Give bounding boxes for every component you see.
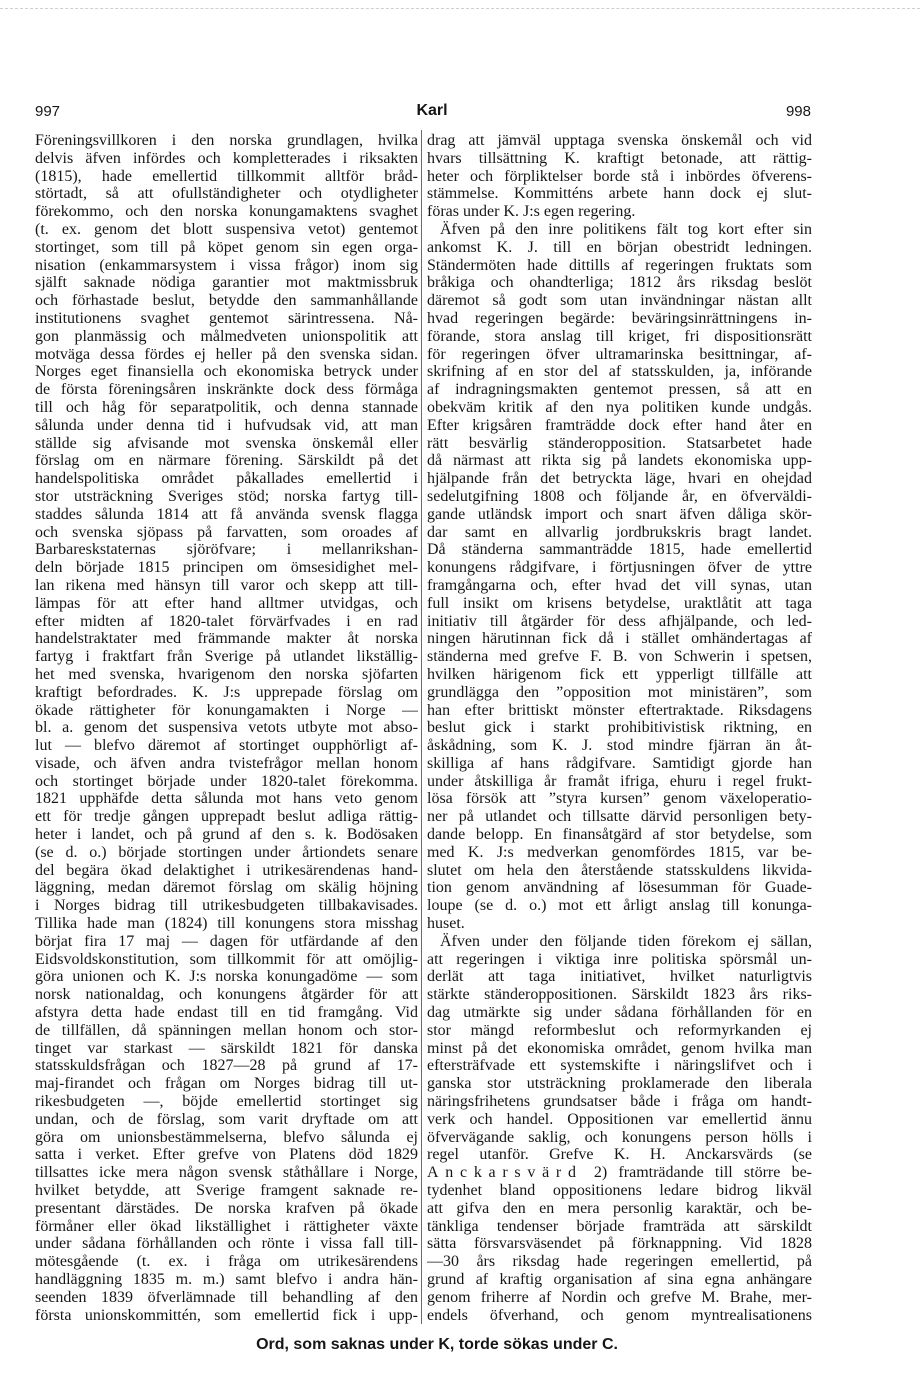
- text-line: och förhastade beslut, betydde den sammanhållande: [35, 292, 418, 310]
- text-line: Föreningsvillkoren i den norska grundlagen, hvilka: [35, 132, 418, 149]
- text-line: grund af kraftig organisation af sina egna anhängare: [427, 1271, 812, 1288]
- text-line: presentant därstädes. De norska krafven på ökade: [35, 1199, 418, 1217]
- text-line: Norges eget finansiella och ekonomiska betryck under: [35, 363, 418, 381]
- text-line: afstyra detta hade endast till en tid framgång. Vid: [35, 1004, 418, 1022]
- text-line: mötesgående (t. ex. i fråga om utrikesärendens: [35, 1253, 418, 1271]
- text-line: ganska stor utsträckning proklamerade den liberala: [427, 1075, 812, 1093]
- text-line: tinget var starkast — särskildt 1821 för danska: [35, 1039, 418, 1057]
- line-text: 2) framträdande till större be-: [582, 1164, 812, 1182]
- page-number-right: 998: [785, 103, 811, 120]
- text-line: norsk nationaldag, och konungens åtgärder för att: [35, 986, 418, 1004]
- text-line: däremot så godt som utan invändningar nästan allt: [427, 292, 812, 310]
- text-line: dande belopp. En finansåtgärd af stor betydelse, som: [427, 826, 812, 844]
- text-line: åskådning, som K. J. stod mindre fjärran än åt-: [427, 737, 812, 755]
- text-line: göra om unionsbestämmelserna, blefvo sålunda ej: [35, 1128, 418, 1146]
- text-line: hvilken härigenom fick ett ypperligt tillfälle att: [427, 665, 812, 683]
- text-line: efter midten af 1820-talet förvärfvades i en rad: [35, 612, 418, 630]
- text-line: regel utanför. Grefve K. H. Anckarsvärds (se: [427, 1146, 812, 1164]
- text-line: under åtskilliga år framåt ifriga, ehuru i regel frukt-: [427, 772, 812, 790]
- text-line: förekommo, och den norska konungamaktens svaghet: [35, 203, 418, 221]
- text-line: kraftigt befordrades. K. J:s upprepade förslag om: [35, 683, 418, 701]
- text-line: [427, 1164, 812, 1182]
- text-line: störtadt, så att ofullständigheter och otydligheter: [35, 185, 418, 203]
- text-line: Efter krigsåren framträdde dock efter hand åter en: [427, 416, 812, 434]
- text-line: ständerna med grefve F. B. von Schwerin i spetsen,: [427, 648, 812, 666]
- text-line: del begära ökad delaktighet i utrikesärendenas hand-: [35, 861, 418, 879]
- text-line: han efter brittiskt mönster eftertraktade. Riksdagens: [427, 701, 812, 719]
- right-column: [427, 132, 812, 1324]
- text-line: de första föreningsåren inskränkte dock dess förmåga: [35, 381, 418, 399]
- text-line: tydenhet bland oppositionens ledare bidrog likväl: [427, 1182, 812, 1200]
- text-line: tion genom användning af lösesumman för Guade-: [427, 879, 812, 897]
- text-line: då närmast att rikta sig på landets ekonomiska upp-: [427, 452, 812, 470]
- text-line: sålunda under denna tid i hufvudsak vid, att man: [35, 416, 418, 434]
- text-line: Ständermöten hade dittills af regeringen fruktats som: [427, 256, 812, 274]
- page-number-left: 997: [35, 103, 61, 120]
- text-line: stortinget, som till på köpet genom sin egen orga-: [35, 238, 418, 256]
- text-line: drag att jämväl upptaga svenska önskemål och vid: [427, 132, 812, 149]
- text-line: föras under K. J:s egen regering.: [427, 203, 636, 221]
- text-line: lämpas för att efter hand alltmer utvidgas, och: [35, 594, 418, 612]
- text-line: gande utländsk import och snart äfven dåliga skör-: [427, 505, 812, 523]
- text-line: under sådana förhållanden och rönte i vissa fall till-: [35, 1235, 418, 1253]
- text-line: Då ständerna sammanträdde 1815, hade emellertid: [427, 541, 812, 559]
- text-line: ett för tredje gången upprepadt beslut adliga rättig-: [35, 808, 418, 826]
- text-line: börjat fira 17 maj — dagen för utfärdande af den: [35, 932, 418, 950]
- text-line: eftersträfvade ett systemskifte i näringslifvet och i: [427, 1057, 812, 1075]
- text-line: initiativ till åtgärder för dess afhjälpande, och led-: [427, 612, 812, 630]
- text-line: grundlägga den ”opposition mot ministären”, som: [427, 683, 812, 701]
- text-line: af indragningsmakten gentemot pressen, så att en: [427, 381, 812, 399]
- text-line: endels öfverhand, och genom myntrealisationens: [427, 1306, 812, 1324]
- text-line: hvad regeringen begärde: beväringsinrättningens in-: [427, 309, 812, 327]
- text-line: lan rikena med hänsyn till varor och skepp att till-: [35, 576, 418, 594]
- text-line: —30 års riksdag hade regeringen emellertid, på: [427, 1253, 812, 1271]
- text-line: ningen härutinnan fick då i stället omhändertagas af: [427, 630, 812, 648]
- text-line: gon planmässig och målmedveten unionspolitik att: [35, 327, 418, 345]
- text-line: rikesbudgeten —, böjde emellertid stortinget sig: [35, 1093, 418, 1111]
- text-line: ökade rättigheter för konungamakten i Norge —: [35, 701, 418, 719]
- text-line: satta i verket. Efter grefve von Platens död 1829: [35, 1146, 418, 1164]
- text-line: maj-firandet och frågan om Norges bidrag till ut-: [35, 1075, 418, 1093]
- text-line: het med svenska, hvarigenom den norska sjöfarten: [35, 665, 418, 683]
- text-line: sedelutgifning 1808 och följande år, en öfverväldi-: [427, 487, 812, 505]
- text-line: att regeringen i viktiga inre politiska spörsmål un-: [427, 950, 812, 968]
- text-line: full insikt om krisens betydelse, uraktlåtit att taga: [427, 594, 812, 612]
- text-line: skrifning af en stor del af statsskulden, ja, införande: [427, 363, 812, 381]
- text-line: första unionskommittén, som emellertid fick i upp-: [35, 1306, 418, 1324]
- text-line: lut — blefvo däremot af stortinget oupphörligt af-: [35, 737, 418, 755]
- text-line: hvilket betydde, att Sverige framgent saknade re-: [35, 1182, 418, 1200]
- text-line: ner på utlandet och tillsatte därvid personligen bety-: [427, 808, 812, 826]
- text-line: Tillika hade man (1824) till konungens stora misshag: [35, 915, 418, 933]
- text-line: undan, och de förslag, som varit dryftade om att: [35, 1110, 418, 1128]
- text-line: heter och förpliktelser borde stå i inbördes öfverens-: [427, 167, 812, 185]
- text-line: obekväm kritik af den nya politiken kunde undgås.: [427, 398, 812, 416]
- text-line: tillsattes icke mera någon svensk ståthållare i Norge,: [35, 1164, 418, 1182]
- page-header: [0, 103, 920, 123]
- spaced-name: Anckarsvärd: [427, 1164, 583, 1182]
- text-line: och svenska sjöpass på farvatten, som oroades af: [35, 523, 418, 541]
- text-line: Barbareskstaternas sjöröfvare; i mellanrikshan-: [35, 541, 418, 559]
- text-line: förande, stora anslag till kriget, fri dispositionsrätt: [427, 327, 812, 345]
- text-line: till och håg för separatpolitik, och denna stannade: [35, 398, 418, 416]
- left-column: [35, 132, 418, 1324]
- text-line: förmåner eller ökad likställighet i rättigheter växte: [35, 1217, 418, 1235]
- text-line: bl. a. genom det suspensiva vetots utbyte mot abso-: [35, 719, 418, 737]
- text-line: i Norges bidrag till utrikesbudgeten tillbakavisades.: [35, 897, 418, 915]
- text-line: fartyg i fraktfart från Sverige på utlandet likställig-: [35, 648, 418, 666]
- text-line: med K. J:s medverkan genomfördes 1815, var be-: [427, 843, 812, 861]
- text-line: för regeringen öfver ultramarinska besittningar, af-: [427, 345, 812, 363]
- text-line: konungens rådgifvare, i förtjusningen öfver de yttre: [427, 559, 812, 577]
- text-line: öfvervägande saklig, och konungens person hölls i: [427, 1128, 812, 1146]
- scan-edge-line: [0, 8, 920, 9]
- text-line: staddes sålunda 1814 att få använda svensk flagga: [35, 505, 418, 523]
- text-line: verk och handel. Oppositionen var emellertid ännu: [427, 1110, 812, 1128]
- text-line: ankomst K. J. till en början obestridt ledningen.: [427, 238, 812, 256]
- text-line: Äfven på den inre politikens fält tog kort efter sin: [440, 220, 812, 238]
- text-line: visade, och äfven andra tvistefrågor mellan honom: [35, 754, 418, 772]
- text-line: själft saknade nödiga garantier mot maktmissbruk: [35, 274, 418, 292]
- text-line: hvars tillsättning K. kraftigt betonade, att rättig-: [427, 149, 812, 167]
- text-line: stor mängd reformbeslut och reformyrkanden ej: [427, 1021, 812, 1039]
- text-line: göra unionen och K. J:s norska konungadöme — som: [35, 968, 418, 986]
- text-line: institutionens svaghet gentemot särintressena. Nå-: [35, 309, 418, 327]
- text-line: handelspolitiska området påkallades emellertid i: [35, 470, 418, 488]
- text-line: deln började 1815 principen om ömsesidighet mel-: [35, 559, 418, 577]
- text-line: stor utsträckning Sveriges stöd; norska fartyg till-: [35, 487, 418, 505]
- text-line: Äfven under den följande tiden förekom ej sällan,: [440, 932, 812, 950]
- text-line: handläggning 1835 m. m.) samt blefvo i andra hän-: [35, 1271, 418, 1288]
- text-line: stärkte ständeroppositionen. Särskildt 1823 års riks-: [427, 986, 812, 1004]
- text-line: bråkiga och ohandterliga; 1812 års riksdag beslöt: [427, 274, 812, 292]
- text-line: näringsfrihetens grundsatser både i fråga om handt-: [427, 1093, 812, 1111]
- paragraph: [427, 221, 812, 933]
- text-line: rätt besvärlig ständeropposition. Statsarbetet hade: [427, 434, 812, 452]
- text-line: statsskuldsfrågan och 1827—28 på grund af 17-: [35, 1057, 418, 1075]
- text-line: slutet om hela den återstående statsskuldens likvida-: [427, 861, 812, 879]
- text-line: genom friherre af Nordin och grefve M. Brahe, mer-: [427, 1288, 812, 1306]
- text-line: nisation (enkammarsystem i vissa frågor) inom sig: [35, 256, 418, 274]
- text-line: sätta försvarsväsendet på förknappning. Vid 1828: [427, 1235, 812, 1253]
- text-line: (t. ex. genom det blott suspensiva vetot) gentemot: [35, 220, 418, 238]
- text-line: tänkliga tendenser började framträda att särskildt: [427, 1217, 812, 1235]
- text-line: dar samt en allvarlig jordbrukskris bragt landet.: [427, 523, 812, 541]
- text-line: de tillfällen, då spänningen mellan honom och stor-: [35, 1021, 418, 1039]
- text-line: beslut gick i starkt prohibitivistisk riktning, en: [427, 719, 812, 737]
- text-line: Eidsvoldskonstitution, som tillkommit för att omöjlig-: [35, 950, 418, 968]
- paragraph: [35, 132, 418, 1324]
- text-line: (1815), hade emellertid tillkommit alltför bråd-: [35, 167, 418, 185]
- text-line: loupe (se d. o.) mot ett årligt anslag till konunga-: [427, 897, 812, 915]
- text-line: hjälpande från det betryckta läge, hvari en ohejdad: [427, 470, 812, 488]
- text-line: framgångarna och, efter hvad det vill synas, utan: [427, 576, 812, 594]
- column-divider: [421, 130, 422, 1324]
- text-line: skilliga af hans rådgifvare. Samtidigt gjorde han: [427, 754, 812, 772]
- text-line: stämmelse. Kommitténs arbete hann dock ej slut-: [427, 185, 812, 203]
- text-line: att gifva den en mera personlig karaktär, och be-: [427, 1199, 812, 1217]
- text-line: seenden 1839 öfverlämnade till behandling af den: [35, 1288, 418, 1306]
- text-line: handelstraktater med främmande makter åt norska: [35, 630, 418, 648]
- text-line: och stortinget började under 1820-talet förekomma.: [35, 772, 418, 790]
- text-line: läggning, medan däremot förslag om skälig höjning: [35, 879, 418, 897]
- text-line: ställde sig afvisande mot svenska önskemål eller: [35, 434, 418, 452]
- text-line: heter i landet, och på grund af den s. k. Bodösaken: [35, 826, 418, 844]
- text-line: (se d. o.) började stortingen under årtiondets senare: [35, 843, 418, 861]
- text-line: derlät att taga initiativet, hvilket naturligtvis: [427, 968, 812, 986]
- text-line: lösa försök att ”styra kursen” genom växeloperatio-: [427, 790, 812, 808]
- paragraph: [427, 933, 812, 1325]
- running-title: Karl: [416, 102, 448, 119]
- footer-note: Ord, som saknas under K, torde sökas under C.: [256, 1336, 618, 1353]
- text-line: dag utmärkte sig under sådana förhållanden för en: [427, 1004, 812, 1022]
- paragraph: [427, 132, 812, 221]
- text-line: motväga dessa fördes ej heller på den svenska sidan.: [35, 345, 418, 363]
- text-line: förslag om en närmare förening. Särskildt på det: [35, 452, 418, 470]
- text-line: 1821 upphäfde detta sålunda mot hans veto genom: [35, 790, 418, 808]
- text-line: delvis äfven infördes och kompletterades i riksakten: [35, 149, 418, 167]
- text-line: minst på det ekonomiska området, genom hvilka man: [427, 1039, 812, 1057]
- text-line: huset.: [427, 915, 465, 933]
